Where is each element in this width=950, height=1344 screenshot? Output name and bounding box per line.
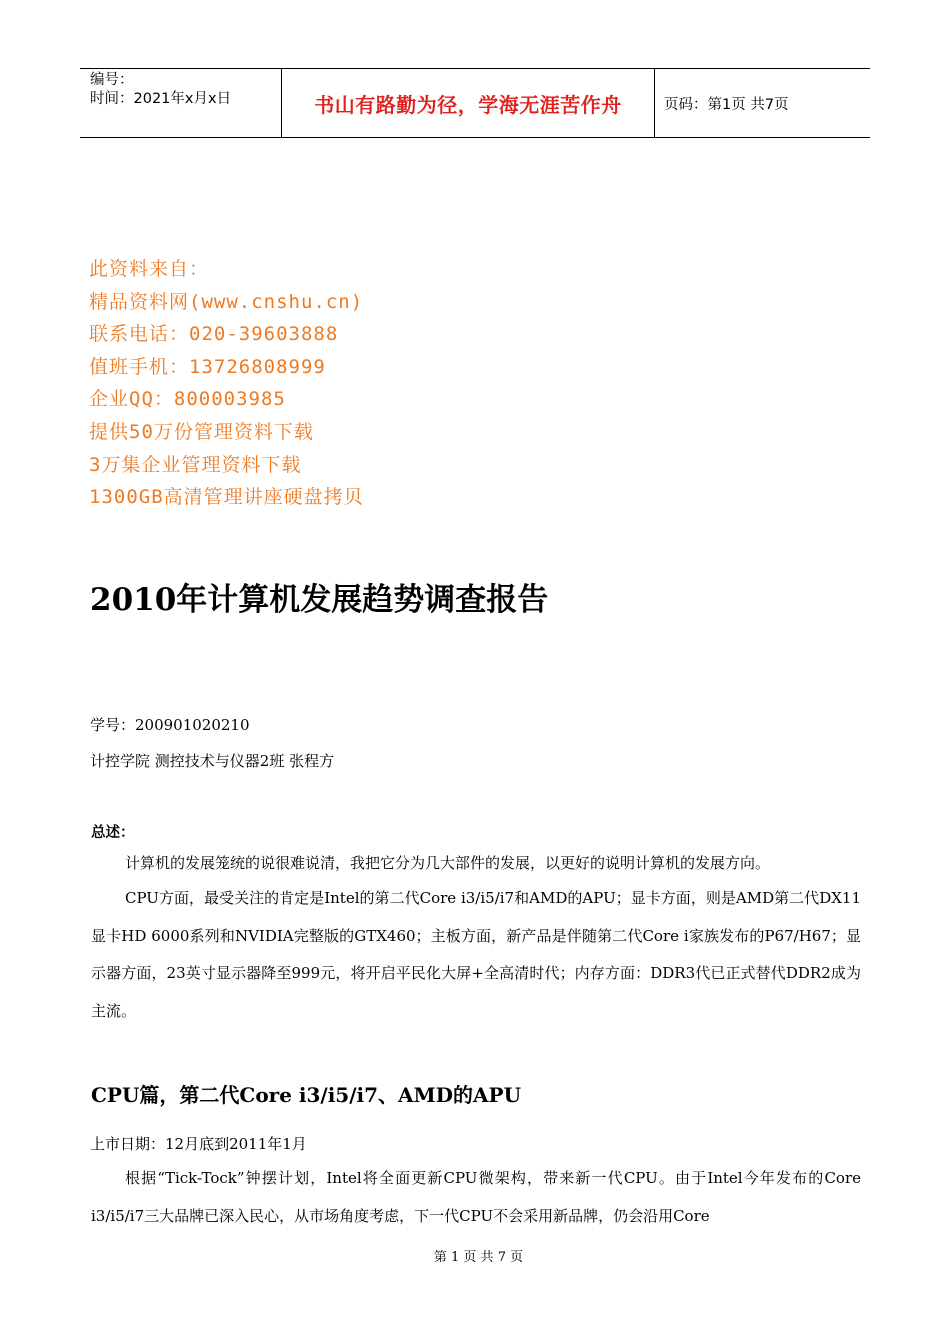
footer-page-number: 第 1 页 共 7 页 <box>433 1250 524 1265</box>
header-motto: 书山有路勤为径，学海无涯苦作舟 <box>314 92 622 117</box>
header-page-cell <box>655 69 870 137</box>
header-number-label: 编号： <box>90 72 134 88</box>
student-id: 学号：200901020210 <box>90 716 250 734</box>
summary-paragraph-1: 计算机的发展笼统的说很难说清，我把它分为几大部件的发展，以更好的说明计算机的发展方向。 <box>125 854 771 872</box>
section-title-cpu: CPU篇，第二代Core i3/i5/i7、AMD的APU <box>91 1083 522 1107</box>
promo-line: 3万集企业管理资料下载 <box>89 453 302 476</box>
promo-line: 联系电话：020-39603888 <box>89 323 339 346</box>
document-title: 2010年计算机发展趋势调查报告 <box>90 582 549 618</box>
header-page-label: 页码：第1页 共7页 <box>664 96 789 113</box>
header-motto-cell <box>281 69 655 137</box>
promo-block <box>89 253 364 514</box>
promo-line: 1300GB高清管理讲座硬盘拷贝 <box>89 486 364 509</box>
summary-paragraph-2: CPU方面，最受关注的肯定是Intel的第二代Core i3/i5/i7和AMD的APU；显卡方面，则是AMD第二代DX11显卡HD 6000系列和NVIDIA完整版的GTX460；主板方面，新产品是伴随第二代Core i家族发布的P67/H67；显示器方面，23英寸显示器降至999元，将开启平民化大屏+全高清时代；内存方面：DDR3代已正式替代DDR2成为主流。 <box>91 889 861 1020</box>
promo-line: 企业QQ：800003985 <box>89 388 286 411</box>
promo-line: 此资料来自： <box>89 258 210 280</box>
header-info-cell <box>80 69 281 137</box>
section-paragraph-1: 根据“Tick-Tock”钟摆计划，Intel将全面更新CPU微架构，带来新一代CPU。由于Intel今年发布的Core i3/i5/i7三大品牌已深入民心，从市场角度考虑，下一代CPU不会采用新品牌，仍会沿用Core <box>91 1169 861 1225</box>
promo-line: 精品资料网(www.cnshu.cn) <box>89 290 364 313</box>
promo-line: 值班手机：13726808999 <box>89 355 326 378</box>
page-header <box>80 68 870 138</box>
author-line: 计控学院 测控技术与仪器2班 张程方 <box>90 752 335 770</box>
page-footer <box>0 1246 950 1265</box>
promo-line: 提供50万份管理资料下载 <box>89 420 314 443</box>
summary-label: 总述： <box>91 825 135 841</box>
header-date-label: 时间：2021年x月x日 <box>90 91 232 107</box>
release-date: 上市日期：12月底到2011年1月 <box>90 1135 307 1153</box>
